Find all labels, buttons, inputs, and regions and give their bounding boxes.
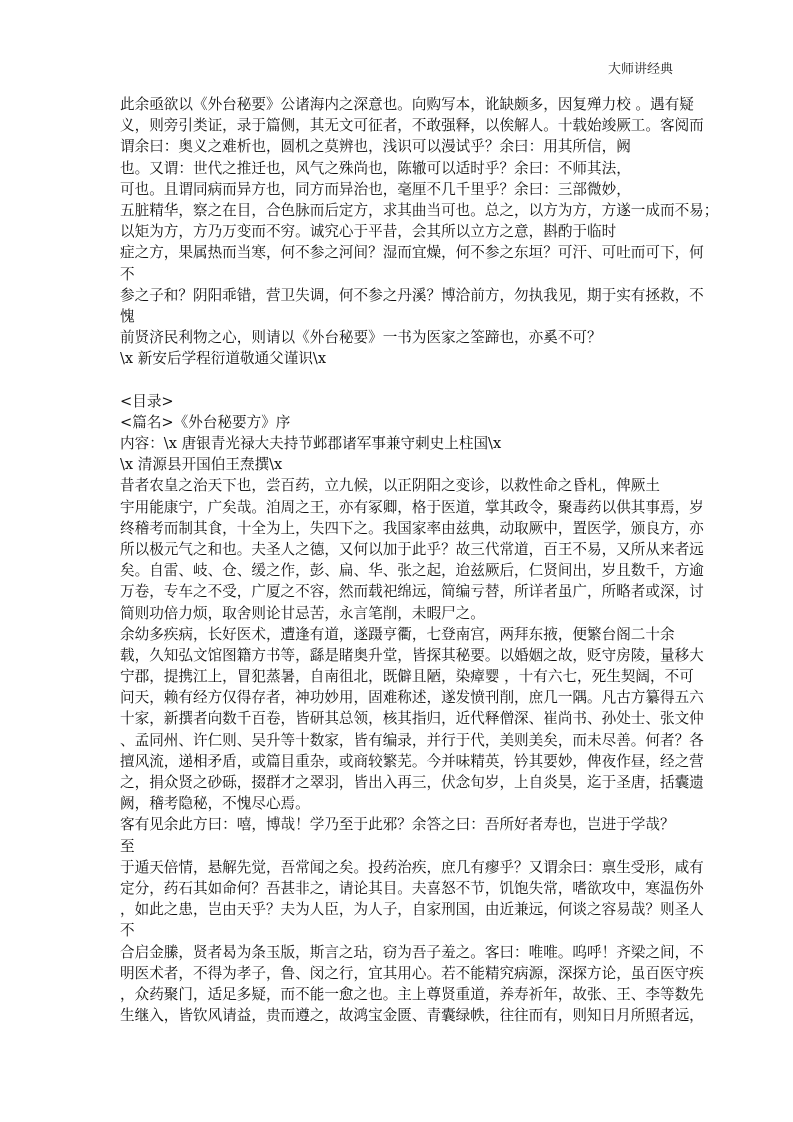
text-line: 宇用能康宁，广矣哉。洎周之王，亦有冢卿，格于医道，掌其政令，聚毒药以供其事焉，岁 [120,498,704,516]
text-line: 五脏精华，察之在目，合色脉而后定方，求其曲当可也。总之，以方为方，方遂一成而不易； [120,201,719,219]
text-line: 内容：\x 唐银青光禄大夫持节邺郡诸军事兼守刺史上柱国\x [120,435,502,452]
page-header-title: 大师讲经典 [607,62,673,77]
text-line: 此余亟欲以《外台秘要》公诸海内之深意也。向购写本，讹缺颇多，因复殚力校 。遇有疑 [120,96,694,113]
text-line: 擅风流，递相矛盾，或篇目重杂，或商较繁芜。今并味精英，钤其要妙，俾夜作昼，经之营 [120,752,704,770]
text-line: 不 [120,265,135,283]
text-line: <篇名>《外台秘要方》序 [120,413,291,431]
text-line: 至 [120,837,135,855]
text-line: 载，久知弘文馆图籍方书等，繇是睹奥升堂，皆探其秘要。以婚姻之故，贬守房陵，量移大 [120,646,704,664]
text-line: 简则功倍力烦，取舍则论甘忌苦，永言笔削，未暇尸之。 [120,604,485,622]
text-line: 之，捐众贤之砂砾，掇群才之翠羽，皆出入再三，伏念旬岁，上自炎昊，迄于圣唐，括囊遗 [120,774,704,791]
text-line: 合启金縢，贤者曷为条玉版，斯言之玷，窃为吾子羞之。客曰：唯唯。呜呼！齐梁之间，不 [120,943,704,961]
text-line: <目录> [120,392,174,410]
text-line: 症之方，果属热而当寒，何不参之河间？湿而宜燥，何不参之东垣？可汗、可吐而可下，何 [120,244,704,262]
text-line: 所以极元气之和也。夫圣人之德，又何以加于此乎？故三代常道，百王不易，又所从来者远 [120,540,704,558]
text-line: 问天，赖有经方仅得存者，神功妙用，固难称述，遂发愤刊削，庶几一隅。凡古方纂得五六 [120,689,704,707]
text-line: 明医术者，不得为孝子，鲁、闵之行，宜其用心。若不能精究病源，深探方论，虽百医守疾 [120,964,704,982]
text-line: 义，则旁引类证，录于篇侧，其无文可征者，不敢强释，以俟解人。十载始竣厥工。客阅而 [120,117,704,135]
text-line: 阙，稽考隐秘，不愧尽心焉。 [120,795,310,813]
text-line: 谓余曰：奥义之难析也，圆机之莫辨也，浅识可以漫试乎？余曰：用其所信，阙 [120,138,631,156]
text-line: ，如此之患，岂由天乎？夫为人臣，为人子，自家刑国，由近兼远，何谈之容易哉？则圣人 [120,901,704,919]
text-line: \x 新安后学程衍道敬通父谨识\x [120,350,327,368]
document-body [120,94,719,1026]
text-line: 十家，新撰者向数千百卷，皆研其总领，核其指归，近代释僧深、崔尚书、孙处士、张文仲 [120,710,704,728]
text-line: 于遁天倍情，悬解先觉，吾常闻之矣。投药治疾，庶几有瘳乎？又谓余曰：禀生受形，咸有 [120,858,704,876]
text-line: 宁郡，提携江上，冒犯蒸暑，自南徂北，既僻且陋，染瘴婴 ，十有六七，死生契阔，不可 [120,668,694,686]
text-line: 也。又谓：世代之推迁也，风气之殊尚也，陈辙可以适时乎？余曰：不师其法， [120,159,631,177]
text-line: 愧 [120,307,135,325]
text-line: 参之子和？阴阳乖错，营卫失调，何不参之丹溪？博洽前方，勿执我见，期于实有拯救，不 [120,286,704,304]
text-line: 前贤济民利物之心，则请以《外台秘要》一书为医家之筌蹄也，亦奚不可？ [120,329,602,347]
text-line: 以矩为方，方乃万变而不穷。诚究心于平昔，会其所以立方之意，斟酌于临时 [120,223,617,241]
text-line: 生继入，皆钦风请益，贵而遵之，故鸿宝金匮、青囊绿帙，往往而有，则知日月所照者远， [120,1007,704,1025]
blank-line [120,369,683,390]
text-line: 余幼多疾病，长好医术，遭逢有道，遂蹑亨衢，七登南宫，两拜东掖，便繁台阁二十余 [120,625,675,643]
text-line: 定分，药石其如命何？吾甚非之，请论其目。夫喜怒不节，饥饱失常，嗜欲攻中，寒温伤外 [120,879,704,897]
text-line: 万卷，专车之不受，广厦之不容，然而载祀绵远，简编亏替，所详者虽广，所略者或深，讨 [120,583,704,601]
text-line: 矣。自雷、岐、仓、缓之作，彭、扁、华、张之起，迨兹厥后，仁贤间出，岁且数千，方逾 [120,562,704,580]
text-line: 不 [120,922,135,940]
text-line: 、孟同州、许仁则、吴升等十数家，皆有编录，并行于代，美则美矣，而未尽善。何者？各 [120,731,704,749]
text-line: 客有见余此方曰：嘻，博哉！学乃至于此邪？余答之曰：吾所好者寿也，岂进于学哉？ [120,816,675,834]
text-line: \x 清源县开国伯王焘撰\x [120,456,283,474]
text-line: 昔者农皇之治天下也，尝百药，立九候，以正阴阳之变诊，以救性命之昏札，俾厥土 [120,477,660,495]
text-line: 终稽考而制其食，十全为上，失四下之。我国家率由兹典，动取厥中，置医学，颁良方，亦 [120,519,704,537]
text-line: ，众药聚门，适足多疑，而不能一愈之也。主上尊贤重道，养寿祈年，故张、王、李等数先 [120,985,704,1003]
text-line: 可也。且谓同病而异方也，同方而异治也，毫厘不几千里乎？余曰：三部微妙， [120,180,631,198]
